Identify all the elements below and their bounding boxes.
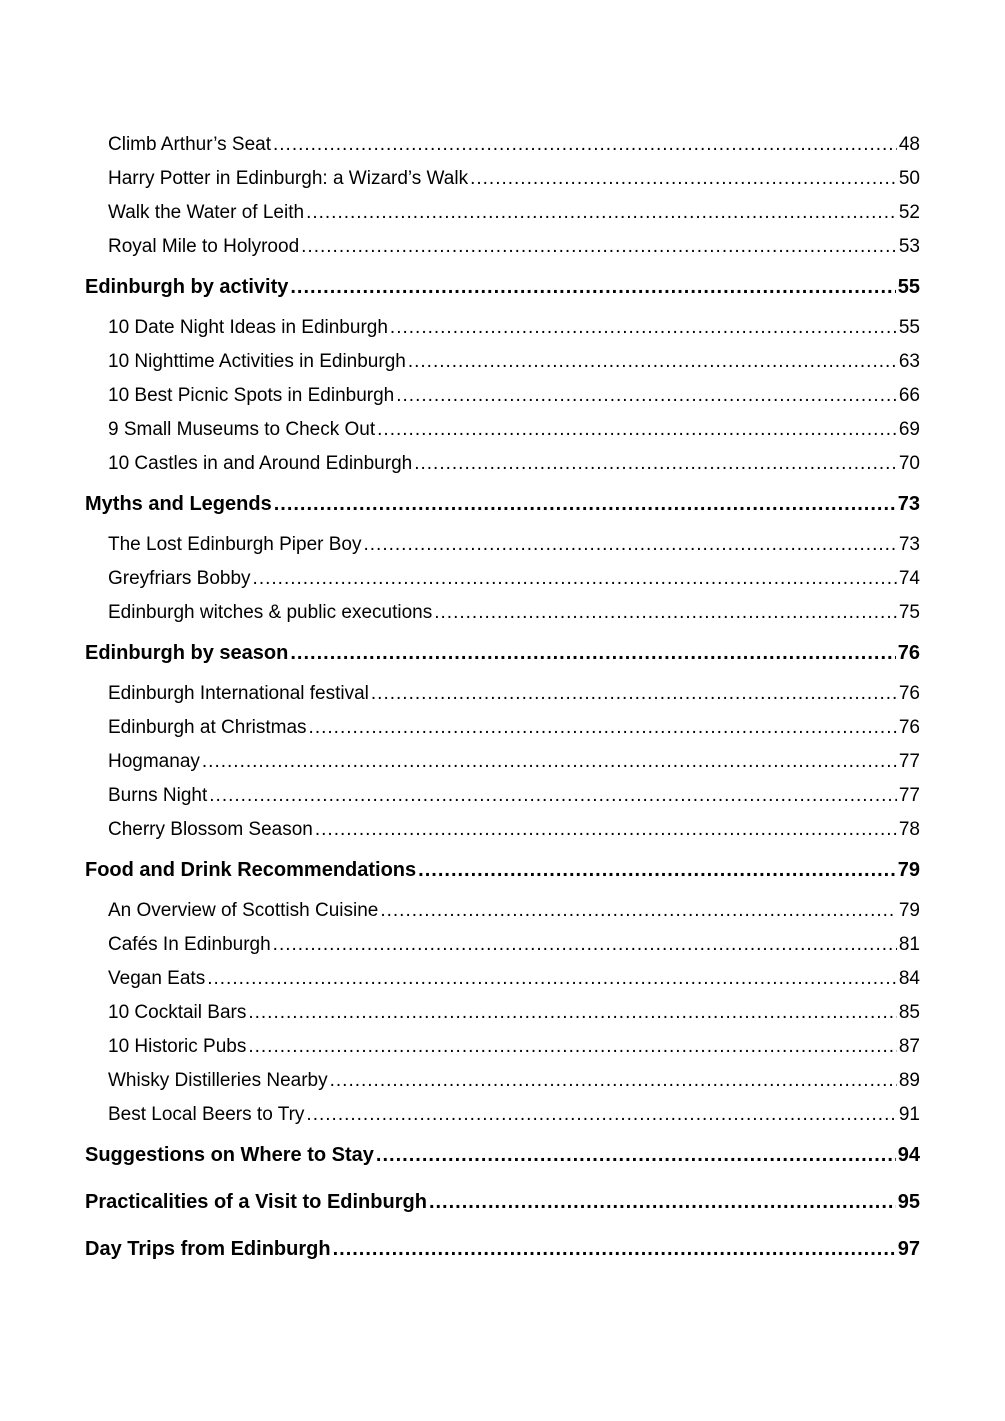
toc-page-number: 66 xyxy=(898,385,920,406)
toc-entry[interactable] xyxy=(85,779,920,813)
toc-section-heading[interactable] xyxy=(85,481,920,528)
toc-entry[interactable] xyxy=(85,311,920,345)
toc-entry-title: 10 Date Night Ideas in Edinburgh xyxy=(108,317,388,338)
toc-page-number: 50 xyxy=(898,168,920,189)
toc-entry-title: 9 Small Museums to Check Out xyxy=(108,419,376,440)
dot-leader xyxy=(309,711,897,745)
dot-leader xyxy=(202,745,897,779)
dot-leader xyxy=(274,481,896,528)
toc-entry[interactable] xyxy=(85,447,920,481)
toc-page-number: 74 xyxy=(898,568,920,589)
toc-page-number: 69 xyxy=(898,419,920,440)
table-of-contents xyxy=(85,128,920,1273)
dot-leader xyxy=(408,345,897,379)
toc-page-number: 52 xyxy=(898,202,920,223)
toc-entry[interactable] xyxy=(85,379,920,413)
toc-entry-title: Whisky Distilleries Nearby xyxy=(108,1070,328,1091)
toc-entry-title: Royal Mile to Holyrood xyxy=(108,236,300,257)
toc-entry-title: An Overview of Scottish Cuisine xyxy=(108,900,379,921)
toc-page-number: 63 xyxy=(898,351,920,372)
toc-entry[interactable] xyxy=(85,996,920,1030)
toc-page-number: 76 xyxy=(898,717,920,738)
dot-leader xyxy=(273,128,897,162)
toc-page-number: 79 xyxy=(898,900,920,921)
toc-entry[interactable] xyxy=(85,528,920,562)
dot-leader xyxy=(429,1179,896,1226)
dot-leader xyxy=(380,894,897,928)
toc-entry-title: 10 Castles in and Around Edinburgh xyxy=(108,453,413,474)
dot-leader xyxy=(301,230,897,264)
toc-page-number: 94 xyxy=(897,1144,920,1166)
toc-entry[interactable] xyxy=(85,128,920,162)
dot-leader xyxy=(364,528,897,562)
toc-page-number: 87 xyxy=(898,1036,920,1057)
toc-entry-title: Vegan Eats xyxy=(108,968,206,989)
toc-entry[interactable] xyxy=(85,230,920,264)
toc-page-number: 73 xyxy=(898,534,920,555)
toc-page-number: 78 xyxy=(898,819,920,840)
toc-page-number: 48 xyxy=(898,134,920,155)
toc-entry-title: 10 Best Picnic Spots in Edinburgh xyxy=(108,385,395,406)
toc-entry-title: Edinburgh by activity xyxy=(85,276,289,298)
toc-entry-title: Food and Drink Recommendations xyxy=(85,859,417,881)
toc-entry-title: The Lost Edinburgh Piper Boy xyxy=(108,534,362,555)
toc-entry-title: Edinburgh International festival xyxy=(108,683,369,704)
dot-leader xyxy=(209,779,897,813)
toc-entry-title: Edinburgh by season xyxy=(85,642,289,664)
toc-entry-title: Cafés In Edinburgh xyxy=(108,934,271,955)
toc-entry-title: Climb Arthur’s Seat xyxy=(108,134,271,155)
toc-entry-title: Edinburgh witches & public executions xyxy=(108,602,433,623)
toc-entry-title: Greyfriars Bobby xyxy=(108,568,251,589)
toc-page-number: 73 xyxy=(897,493,920,515)
toc-entry[interactable] xyxy=(85,1064,920,1098)
toc-entry[interactable] xyxy=(85,162,920,196)
toc-entry[interactable] xyxy=(85,894,920,928)
toc-entry[interactable] xyxy=(85,928,920,962)
dot-leader xyxy=(376,1132,896,1179)
toc-page-number: 77 xyxy=(898,785,920,806)
toc-page-number: 76 xyxy=(898,683,920,704)
toc-entry[interactable] xyxy=(85,562,920,596)
toc-entry-title: 10 Nighttime Activities in Edinburgh xyxy=(108,351,406,372)
dot-leader xyxy=(290,264,895,311)
toc-entry[interactable] xyxy=(85,413,920,447)
toc-entry-title: Day Trips from Edinburgh xyxy=(85,1238,331,1260)
toc-entry[interactable] xyxy=(85,677,920,711)
toc-entry[interactable] xyxy=(85,745,920,779)
toc-page-number: 85 xyxy=(898,1002,920,1023)
toc-page-number: 76 xyxy=(897,642,920,664)
toc-entry-title: Myths and Legends xyxy=(85,493,272,515)
toc-page-number: 84 xyxy=(898,968,920,989)
toc-entry-title: Best Local Beers to Try xyxy=(108,1104,305,1125)
dot-leader xyxy=(418,847,896,894)
dot-leader xyxy=(273,928,897,962)
toc-section-heading[interactable] xyxy=(85,630,920,677)
dot-leader xyxy=(470,162,897,196)
toc-page-number: 70 xyxy=(898,453,920,474)
toc-page-number: 81 xyxy=(898,934,920,955)
toc-page-number: 97 xyxy=(897,1238,920,1260)
toc-entry-title: Cherry Blossom Season xyxy=(108,819,313,840)
toc-page-number: 75 xyxy=(898,602,920,623)
toc-entry[interactable] xyxy=(85,962,920,996)
toc-section-heading[interactable] xyxy=(85,1132,920,1179)
toc-page-number: 53 xyxy=(898,236,920,257)
toc-entry-title: Edinburgh at Christmas xyxy=(108,717,307,738)
dot-leader xyxy=(396,379,897,413)
toc-entry-title: Suggestions on Where to Stay xyxy=(85,1144,374,1166)
toc-page-number: 95 xyxy=(897,1191,920,1213)
dot-leader xyxy=(290,630,895,677)
dot-leader xyxy=(333,1226,896,1273)
dot-leader xyxy=(248,1030,897,1064)
toc-section-heading[interactable] xyxy=(85,1179,920,1226)
toc-entry[interactable] xyxy=(85,711,920,745)
toc-section-heading[interactable] xyxy=(85,264,920,311)
toc-page-number: 89 xyxy=(898,1070,920,1091)
dot-leader xyxy=(377,413,897,447)
dot-leader xyxy=(390,311,897,345)
toc-entry[interactable] xyxy=(85,196,920,230)
toc-entry-title: Harry Potter in Edinburgh: a Wizard’s Walk xyxy=(108,168,469,189)
toc-entry-title: Walk the Water of Leith xyxy=(108,202,305,223)
toc-entry[interactable] xyxy=(85,1098,920,1132)
toc-entry[interactable] xyxy=(85,596,920,630)
dot-leader xyxy=(414,447,897,481)
dot-leader xyxy=(248,996,897,1030)
dot-leader xyxy=(315,813,897,847)
dot-leader xyxy=(330,1064,897,1098)
toc-section-heading[interactable] xyxy=(85,847,920,894)
toc-entry[interactable] xyxy=(85,345,920,379)
toc-page-number: 55 xyxy=(897,276,920,298)
toc-entry-title: 10 Cocktail Bars xyxy=(108,1002,247,1023)
toc-page-number: 77 xyxy=(898,751,920,772)
dot-leader xyxy=(306,196,897,230)
dot-leader xyxy=(434,596,897,630)
dot-leader xyxy=(306,1098,896,1132)
dot-leader xyxy=(207,962,897,996)
toc-entry-title: Hogmanay xyxy=(108,751,200,772)
toc-entry-title: Burns Night xyxy=(108,785,208,806)
toc-page-number: 91 xyxy=(898,1104,920,1125)
toc-section-heading[interactable] xyxy=(85,1226,920,1273)
dot-leader xyxy=(371,677,897,711)
toc-entry-title: Practicalities of a Visit to Edinburgh xyxy=(85,1191,427,1213)
toc-page-number: 79 xyxy=(897,859,920,881)
toc-entry[interactable] xyxy=(85,813,920,847)
toc-entry-title: 10 Historic Pubs xyxy=(108,1036,247,1057)
toc-entry[interactable] xyxy=(85,1030,920,1064)
dot-leader xyxy=(253,562,897,596)
toc-page-number: 55 xyxy=(898,317,920,338)
